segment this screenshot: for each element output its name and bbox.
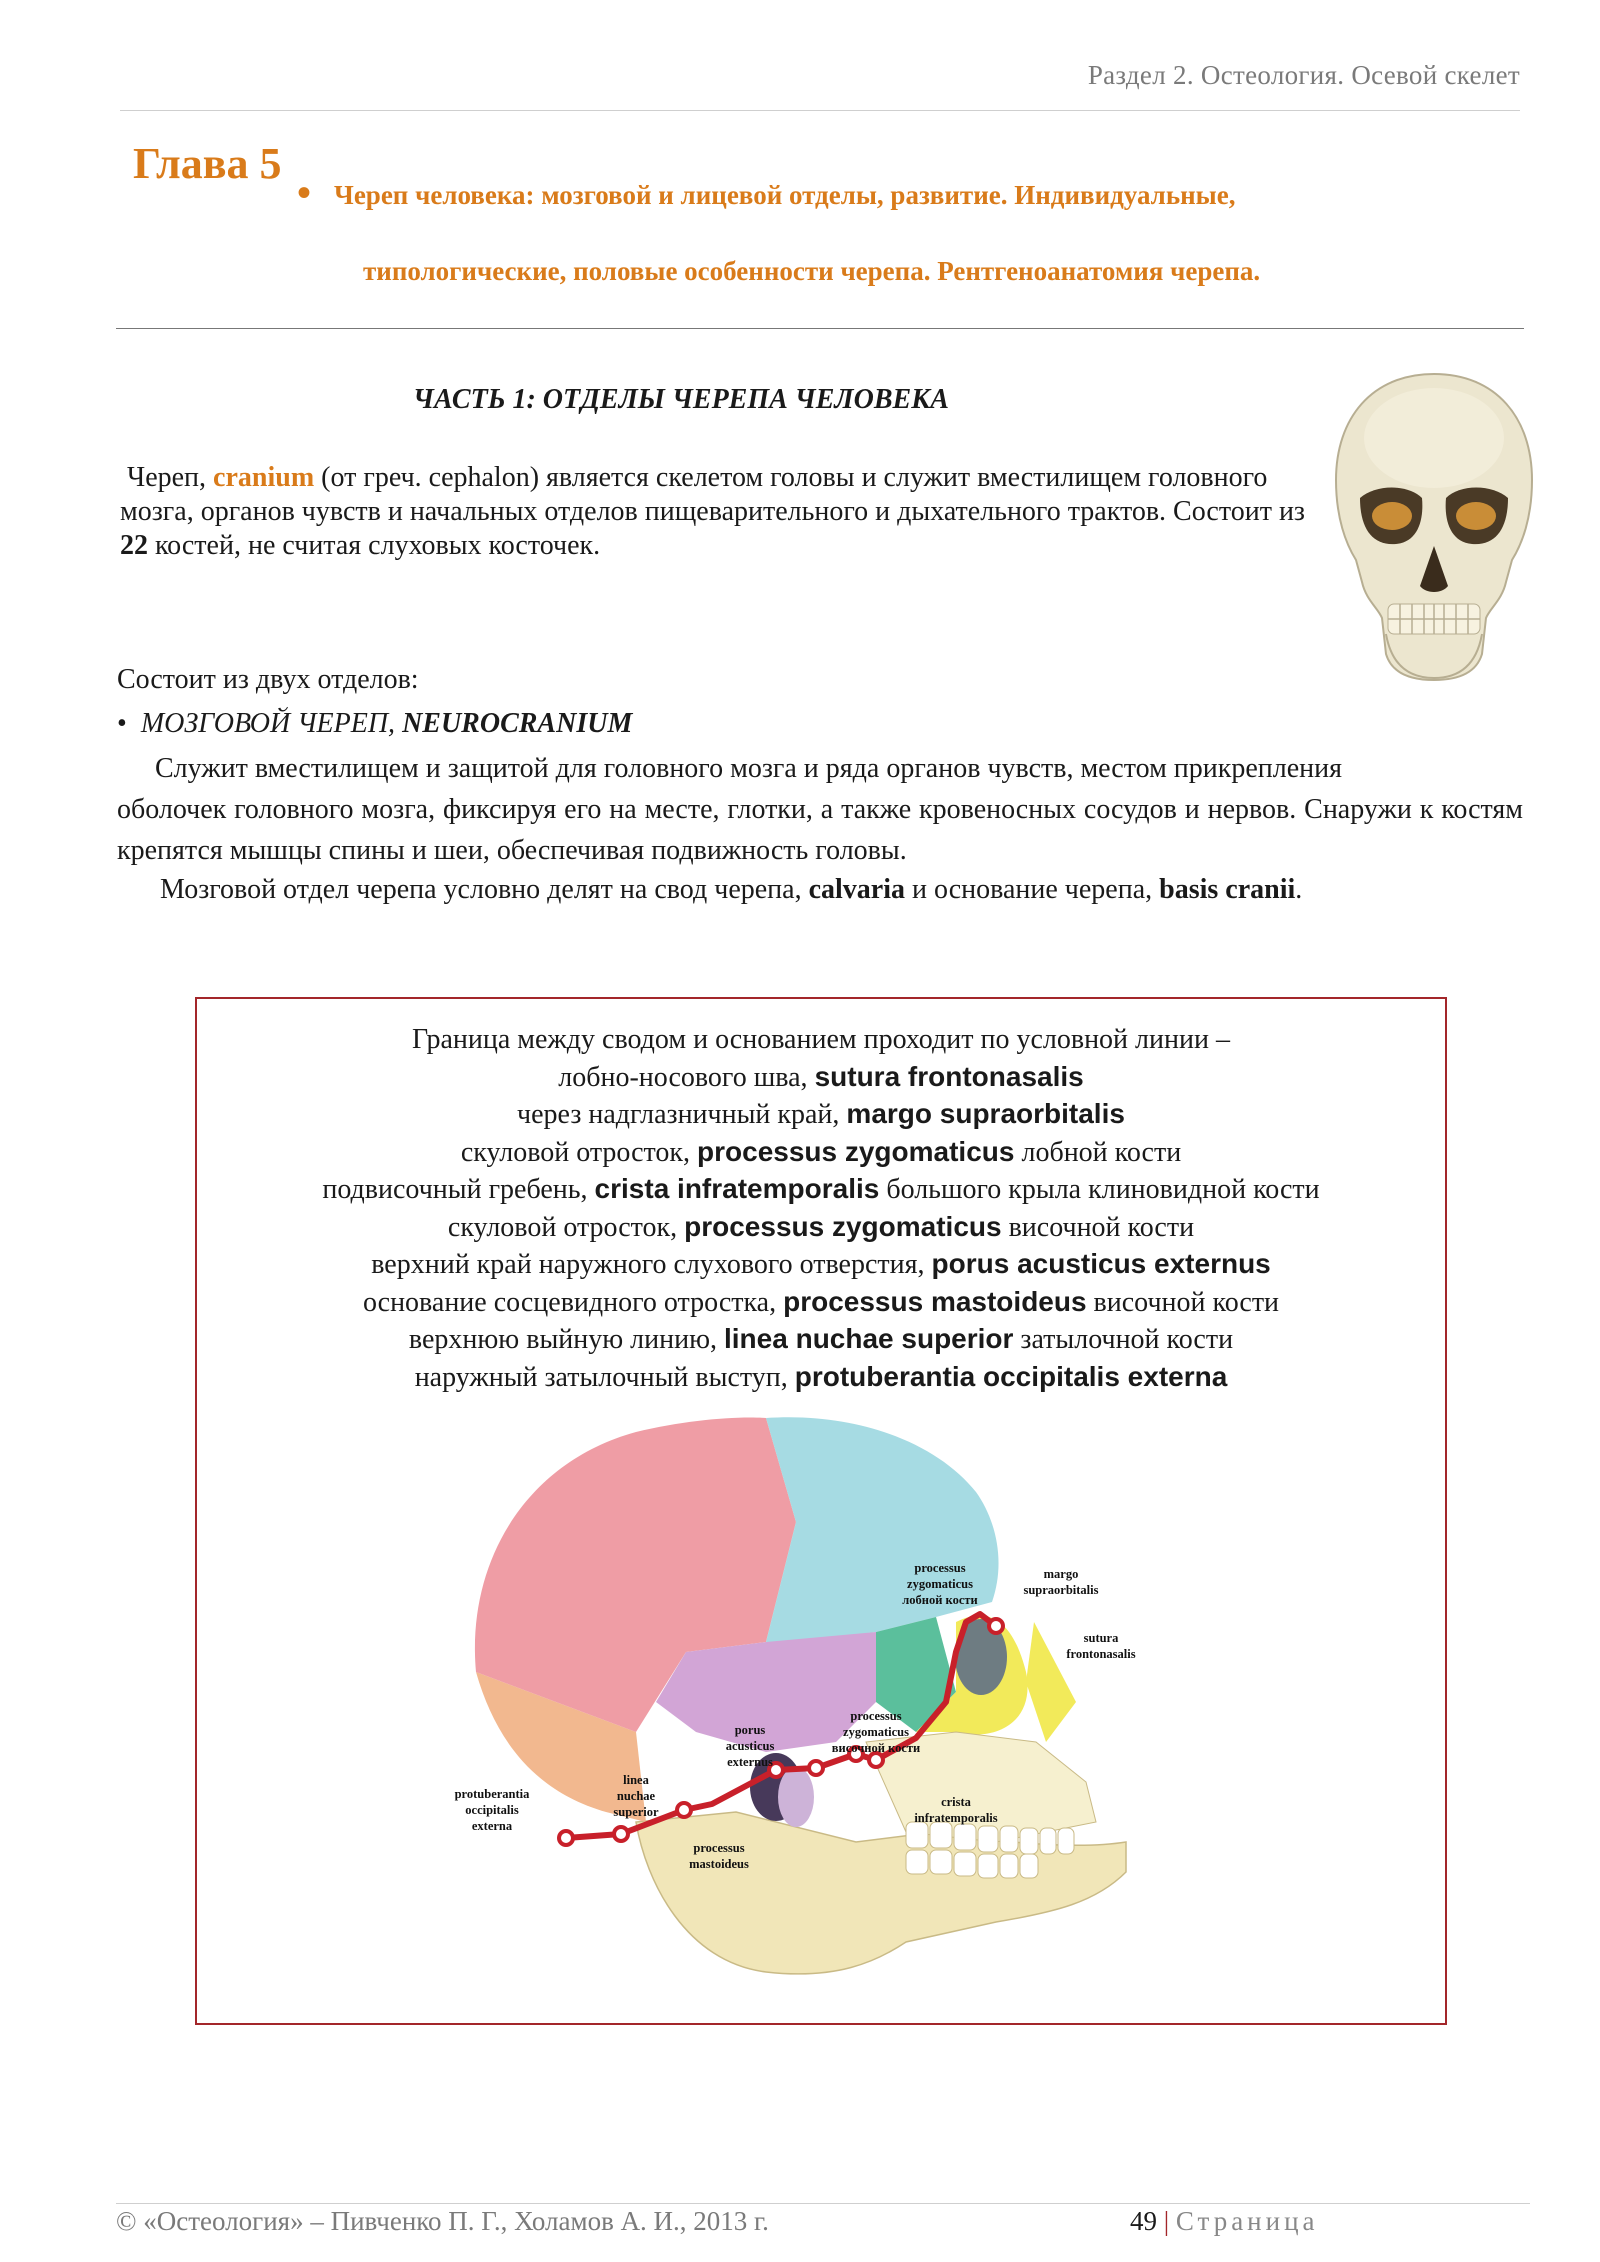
neurocranium-list-item [117, 708, 632, 740]
chapter-title-line-1: Череп человека: мозговой и лицевой отделы, развитие. Индивидуальные, [334, 180, 1236, 210]
label-protuberantia: protuberantia occipitalis externa [454, 1787, 530, 1833]
cranium-term: cranium [213, 462, 315, 493]
basis-term: basis cranii [1159, 874, 1296, 905]
boundary-line: скуловой отросток, processus zygomaticus лобной кости [460, 1135, 1182, 1168]
chapter-label: Глава 5 [133, 139, 282, 188]
skull-lateral-diagram [436, 1402, 1156, 2012]
intro-text: (от греч. cephalon) является скелетом головы и служит вместилищем головного мозга, органов чувств и начальных отделов пищеварительного и дыхательного трактов. Состоит из [120, 462, 1305, 527]
part-heading: ЧАСТЬ 1: ОТДЕЛЫ ЧЕРЕПА ЧЕЛОВЕКА [413, 384, 949, 415]
boundary-line: верхний край наружного слухового отверстия, porus acusticus externus [371, 1248, 1271, 1280]
footer-page-number [1130, 2206, 1319, 2237]
neurocranium-name-lat: NEUROCRANIUM [402, 708, 633, 739]
label-mastoideus: processus mastoideus [689, 1841, 749, 1871]
boundary-line: подвисочный гребень, crista infratemporalis большого крыла клиновидной кости [322, 1173, 1320, 1205]
period: . [1295, 874, 1303, 905]
header-divider [120, 110, 1520, 111]
list-bullet: • [117, 708, 127, 739]
consists-of-text: Состоит из двух отделов: [117, 664, 419, 695]
boundary-line: через надглазничный край, margo supraorbitalis [517, 1098, 1125, 1130]
intro-paragraph [120, 461, 1330, 563]
chapter-divider [116, 328, 1524, 329]
chapter-bullet: • [297, 170, 312, 215]
boundary-line: лобно-носового шва, sutura frontonasalis [558, 1060, 1084, 1093]
boundary-line: наружный затылочный выступ, protuberantia occipitalis externa [414, 1360, 1228, 1393]
bone-count: 22 [120, 530, 148, 561]
running-header: Раздел 2. Остеология. Осевой скелет [1087, 60, 1520, 90]
label-margo: margo supraorbitalis [1023, 1567, 1099, 1597]
label-zyg-frontal: processus zygomaticus лобной кости [902, 1561, 978, 1607]
boundary-line: верхнюю выйную линию, linea nuchae superior затылочной кости [408, 1323, 1234, 1355]
label-linea-nuchae: linea nuchae superior [613, 1773, 659, 1819]
division-paragraph [160, 874, 1302, 906]
footer-divider [116, 2203, 1530, 2204]
division-text: Мозговой отдел черепа условно делят на свод черепа, [160, 874, 802, 905]
label-zyg-temporal: processus zygomaticus височной кости [831, 1709, 921, 1755]
boundary-line: основание сосцевидного отростка, processus mastoideus височной кости [362, 1285, 1280, 1318]
footer-copyright: © «Остеология» – Пивченко П. Г., Холамов А. И., 2013 г. [116, 2206, 769, 2236]
label-porus: porus acusticus externus [725, 1723, 775, 1769]
calvaria-term: calvaria [808, 874, 906, 905]
intro-word: Череп, [127, 462, 207, 493]
page-word: Страница [1175, 2206, 1319, 2236]
boundary-line: скуловой отросток, processus zygomaticus височной кости [447, 1210, 1195, 1243]
label-sutura: sutura frontonasalis [1066, 1631, 1136, 1661]
page-separator: | [1163, 2206, 1170, 2236]
label-crista: crista infratemporalis [914, 1795, 998, 1825]
skull-front-image [1322, 368, 1546, 684]
division-and: и основание черепа, [912, 874, 1153, 905]
neurocranium-description [117, 748, 1523, 871]
neurocranium-name-ru: МОЗГОВОЙ ЧЕРЕП, [140, 708, 396, 739]
description-rest: оболочек головного мозга, фиксируя его на месте, глотки, а также кровеносных сосудов и нервов. Снаружи к костям крепятся мышцы спины и шеи, обеспечивая подвижность головы. [117, 794, 1523, 866]
chapter-title-line-2: типологические, половые особенности черепа. Рентгеноанатомия черепа. [363, 256, 1261, 286]
boundary-description [197, 1022, 1445, 1396]
page-number: 49 [1130, 2206, 1157, 2236]
boundary-intro: Граница между сводом и основанием проходит по условной линии – [412, 1024, 1230, 1055]
intro-text-end: костей, не считая слуховых косточек. [155, 530, 601, 561]
description-line-1: Служит вместилищем и защитой для головного мозга и ряда органов чувств, местом прикрепления [155, 753, 1343, 784]
